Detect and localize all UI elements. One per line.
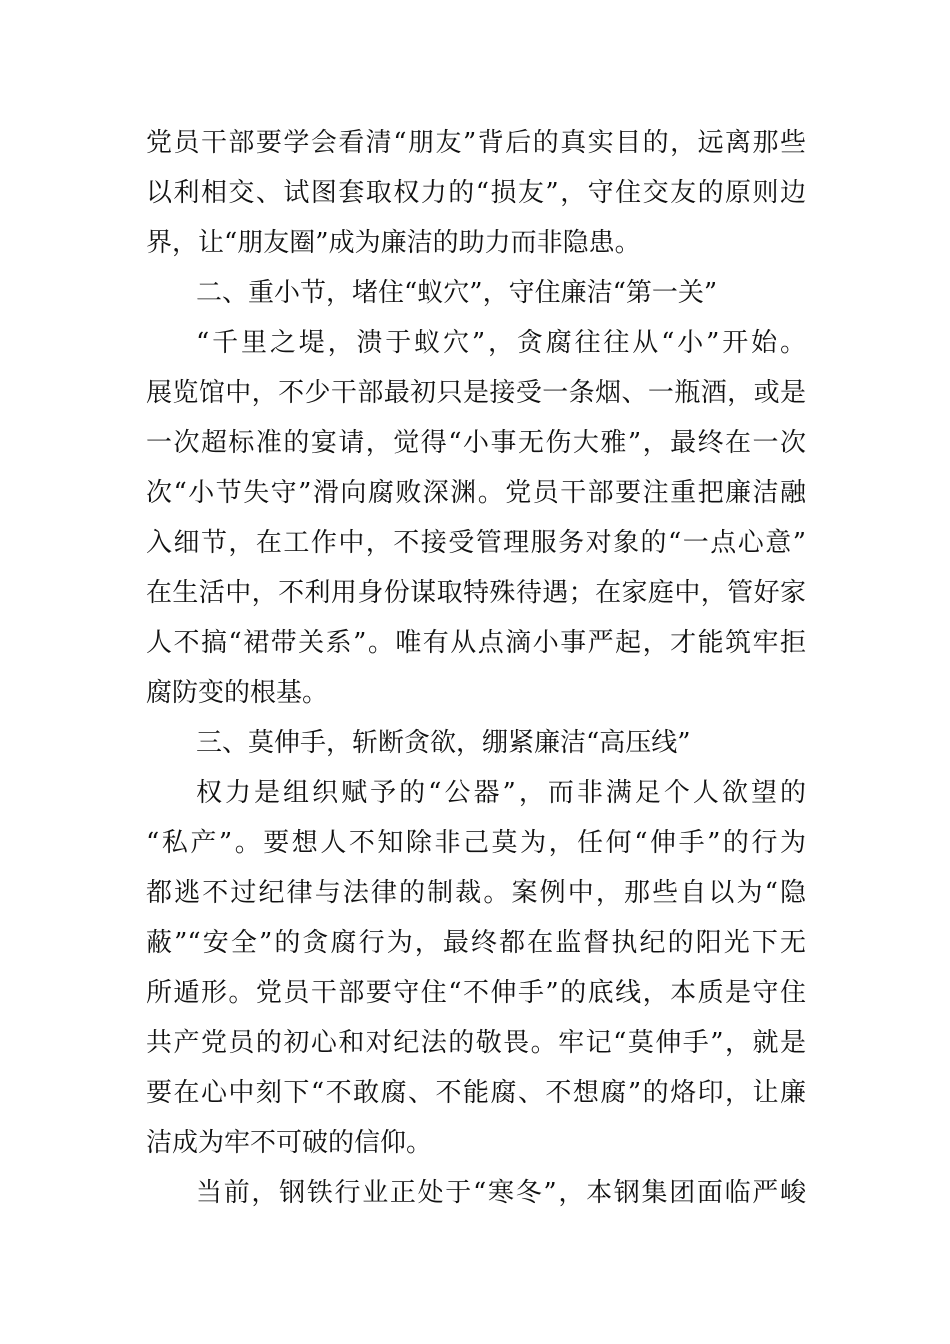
paragraph-line: 都逃不过纪律与法律的制裁。案例中，那些自以为“隐 (146, 878, 806, 908)
paragraph-line: 展览馆中，不少干部最初只是接受一条烟、一瓶酒，或是 (146, 378, 806, 408)
section-heading-2: 二、重小节，堵住“蚁穴”，守住廉洁“第一关” (196, 278, 718, 308)
paragraph-line: 在生活中，不利用身份谋取特殊待遇；在家庭中，管好家 (146, 578, 806, 608)
paragraph-line: 界，让“朋友圈”成为廉洁的助力而非隐患。 (146, 228, 641, 258)
paragraph-line: 所遁形。党员干部要守住“不伸手”的底线，本质是守住 (146, 978, 806, 1008)
paragraph-line: 当前，钢铁行业正处于“寒冬”，本钢集团面临严峻 (196, 1178, 806, 1208)
paragraph-line: 人不搞“裙带关系”。唯有从点滴小事严起，才能筑牢拒 (146, 628, 806, 658)
paragraph-line: 以利相交、试图套取权力的“损友”，守住交友的原则边 (146, 178, 806, 208)
paragraph-line: “私产”。要想人不知除非己莫为，任何“伸手”的行为 (146, 828, 806, 858)
paragraph-line: 腐防变的根基。 (146, 678, 329, 708)
paragraph-line: 一次超标准的宴请，觉得“小事无伤大雅”，最终在一次 (146, 428, 806, 458)
paragraph-line: 党员干部要学会看清“朋友”背后的真实目的，远离那些 (146, 128, 806, 158)
paragraph-line: 洁成为牢不可破的信仰。 (146, 1128, 433, 1158)
paragraph-line: 要在心中刻下“不敢腐、不能腐、不想腐”的烙印，让廉 (146, 1078, 806, 1108)
paragraph-line: 权力是组织赋予的“公器”，而非满足个人欲望的 (196, 778, 806, 808)
paragraph-line: 入细节，在工作中，不接受管理服务对象的“一点心意” (146, 528, 806, 558)
paragraph-line: 共产党员的初心和对纪法的敬畏。牢记“莫伸手”，就是 (146, 1028, 806, 1058)
paragraph-line: “千里之堤，溃于蚁穴”，贪腐往往从“小”开始。 (196, 328, 806, 358)
section-heading-3: 三、莫伸手，斩断贪欲，绷紧廉洁“高压线” (196, 728, 691, 758)
paragraph-line: 蔽”“安全”的贪腐行为，最终都在监督执纪的阳光下无 (146, 928, 806, 958)
paragraph-line: 次“小节失守”滑向腐败深渊。党员干部要注重把廉洁融 (146, 478, 806, 508)
